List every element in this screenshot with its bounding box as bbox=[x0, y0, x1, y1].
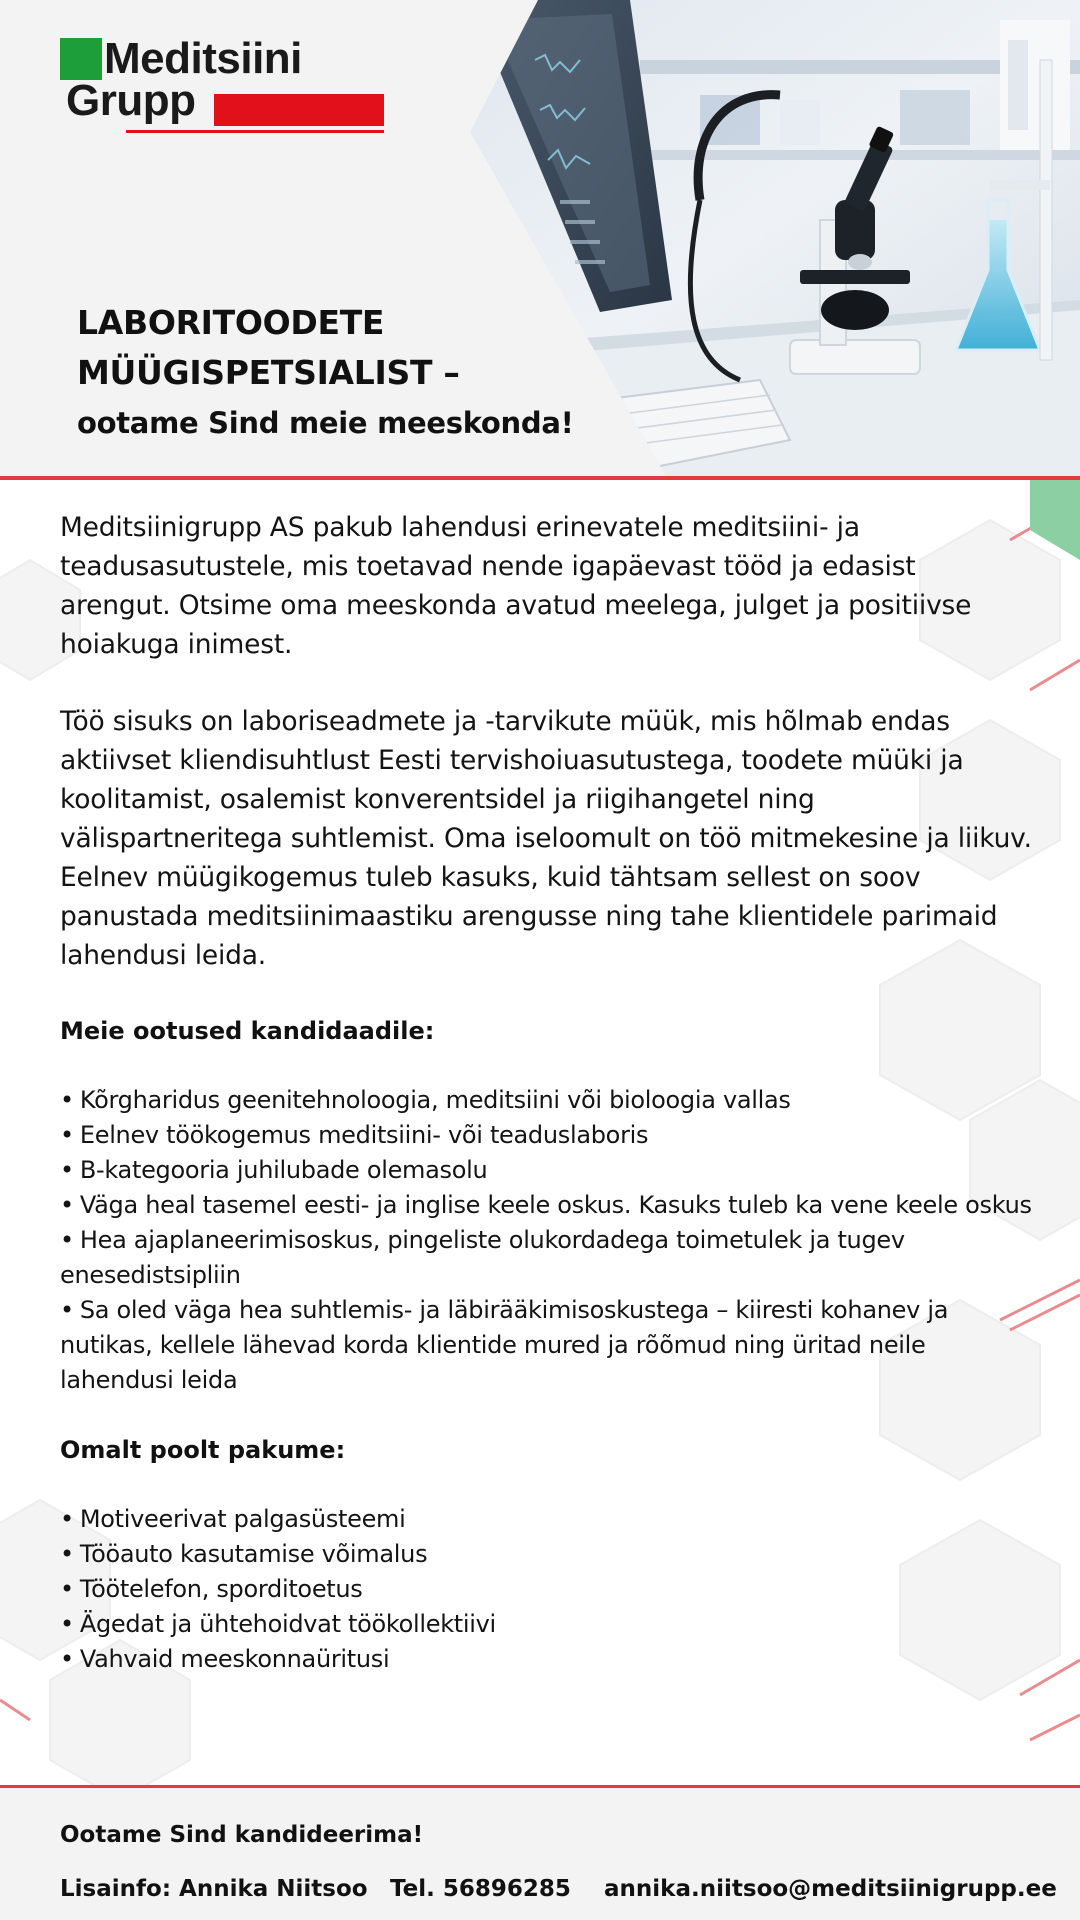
job-description bbox=[60, 508, 1032, 1711]
offer-title: Omalt poolt pakume: bbox=[60, 1436, 346, 1464]
contact-email[interactable]: annika.niitsoo@meditsiinigrupp.ee bbox=[604, 1876, 1057, 1902]
list-item: • B-kategooria juhilubade olemasolu bbox=[60, 1156, 488, 1184]
list-item: • Eelnev töökogemus meditsiini- või teaduslaboris bbox=[60, 1121, 649, 1149]
list-item: • Motiveerivat palgasüsteemi bbox=[60, 1505, 406, 1533]
list-item: • Sa oled väga hea suhtlemis- ja läbirääkimisoskustega – kiiresti kohanev ja nutikas, kellele lähevad korda klientide mured ja rõõmud ning üritad neile lahendusi leida bbox=[60, 1296, 949, 1394]
expectations-title: Meie ootused kandidaadile: bbox=[60, 1017, 435, 1045]
list-item: • Hea ajaplaneerimisoskus, pingeliste olukordadega toimetulek ja tugev enesedistsipliin bbox=[60, 1226, 905, 1289]
list-item: • Töötelefon, sporditoetus bbox=[60, 1575, 363, 1603]
headline-line-2: MÜÜGISPETSIALIST – bbox=[77, 353, 460, 392]
list-item: • Ägedat ja ühtehoidvat töökollektiivi bbox=[60, 1610, 496, 1638]
job-headline bbox=[77, 298, 637, 448]
list-item: • Tööauto kasutamise võimalus bbox=[60, 1540, 428, 1568]
work-description-paragraph: Töö sisuks on laboriseadmete ja -tarvikute müük, mis hõlmab endas aktiivset kliendisuhtlust Eesti tervishoiuasutustega, toodete müüki ja koolitamist, osalemist konverentsidel ja riigihangetel ning välispartneritega suhtlemist. Oma iseloomult on töö mitmekesine ja liikuv. Eelnev müügikogemus tuleb kasuks, kuid tähtsam sellest on soov panustada meditsiinimaastiku arengusse ning tahe klientidele parimaid lahendusi leida. bbox=[60, 706, 1032, 971]
list-item: • Väga heal tasemel eesti- ja inglise keele oskus. Kasuks tuleb ka vene keele oskus bbox=[60, 1191, 1032, 1219]
header bbox=[0, 0, 1080, 476]
offer-list bbox=[60, 1502, 1032, 1677]
expectations-list bbox=[60, 1083, 1032, 1398]
headline-line-3: ootame Sind meie meeskonda! bbox=[77, 406, 574, 440]
footer-contact-info bbox=[60, 1876, 1057, 1902]
intro-paragraph: Meditsiinigrupp AS pakub lahendusi erinevatele meditsiini- ja teadusasutustele, mis toetavad nende igapäevast tööd ja edasist arengut. Otsime oma meeskonda avatud meelega, julget ja positiivse hoiakuga inimest. bbox=[60, 512, 972, 660]
logo-red-bar bbox=[214, 94, 384, 126]
contact-phone[interactable]: Tel. 56896285 bbox=[390, 1876, 571, 1902]
logo-text-line1: Meditsiini bbox=[104, 34, 302, 83]
list-item: • Kõrgharidus geenitehnoloogia, meditsiini või bioloogia vallas bbox=[60, 1086, 791, 1114]
company-logo bbox=[60, 34, 330, 133]
logo-green-square bbox=[60, 38, 102, 80]
footer bbox=[0, 1788, 1080, 1920]
list-item: • Vahvaid meeskonnaüritusi bbox=[60, 1645, 390, 1673]
logo-text-line2: Grupp bbox=[66, 76, 196, 125]
contact-person: Lisainfo: Annika Niitsoo bbox=[60, 1876, 368, 1902]
headline-line-1: LABORITOODETE bbox=[77, 303, 385, 342]
logo-red-line bbox=[126, 130, 384, 133]
footer-call-to-action: Ootame Sind kandideerima! bbox=[60, 1822, 424, 1848]
